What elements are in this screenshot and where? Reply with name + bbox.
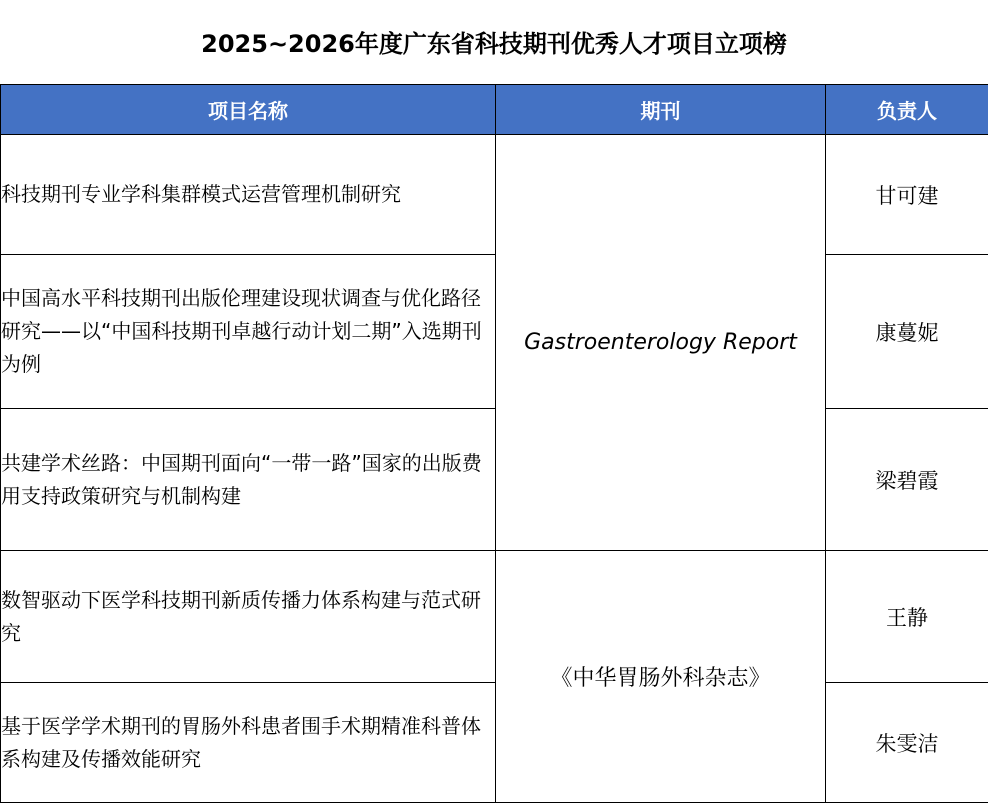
- project-table: [0, 84, 988, 803]
- project-name-cell: 基于医学学术期刊的胃肠外科患者围手术期精准科普体系构建及传播效能研究: [1, 683, 496, 803]
- leader-cell: 康蔓妮: [826, 255, 988, 409]
- leader-cell: 王静: [826, 551, 988, 683]
- table-header-row: [1, 85, 988, 135]
- table-row: [1, 683, 988, 803]
- leader-cell: 甘可建: [826, 135, 988, 255]
- project-name-cell: 科技期刊专业学科集群模式运营管理机制研究: [1, 135, 496, 255]
- header-project-name: 项目名称: [1, 85, 496, 135]
- header-leader: 负责人: [826, 85, 988, 135]
- project-name-cell: 数智驱动下医学科技期刊新质传播力体系构建与范式研究: [1, 551, 496, 683]
- table-row: [1, 255, 988, 409]
- table-row: [1, 135, 988, 255]
- journal-cell: 《中华胃肠外科杂志》: [496, 551, 826, 803]
- leader-cell: 朱雯洁: [826, 683, 988, 803]
- page-title: 2025~2026年度广东省科技期刊优秀人才项目立项榜: [201, 30, 787, 58]
- table-row: [1, 551, 988, 683]
- project-name-cell: 共建学术丝路：中国期刊面向“一带一路”国家的出版费用支持政策研究与机制构建: [1, 409, 496, 551]
- header-journal: 期刊: [496, 85, 826, 135]
- project-name-cell: 中国高水平科技期刊出版伦理建设现状调查与优化路径研究——以“中国科技期刊卓越行动计划二期”入选期刊为例: [1, 255, 496, 409]
- table-row: [1, 409, 988, 551]
- journal-cell: Gastroenterology Report: [496, 135, 826, 551]
- leader-cell: 梁碧霞: [826, 409, 988, 551]
